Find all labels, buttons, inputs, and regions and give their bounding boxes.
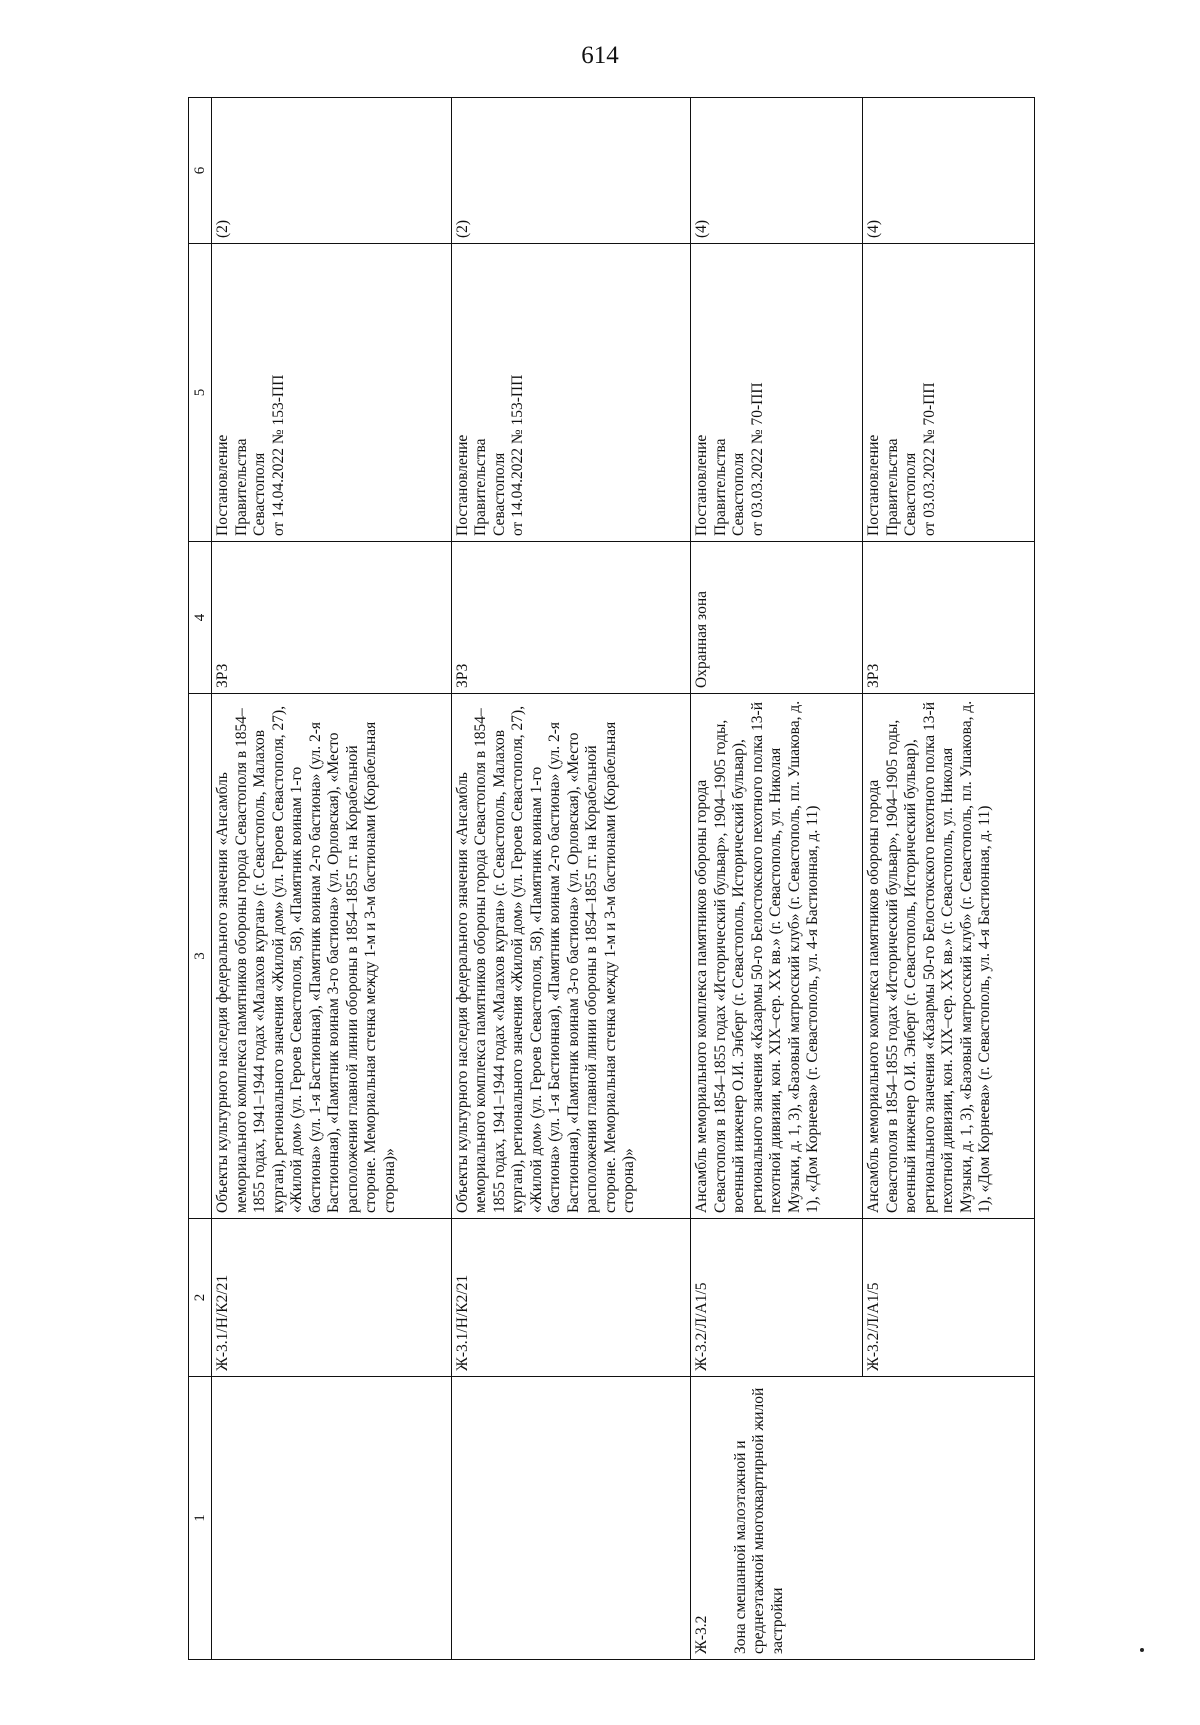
zone-cell xyxy=(691,1377,1035,1660)
table-row xyxy=(691,98,863,1660)
regulation-reference: Постановление Правительства Севастополя от 03.03.2022 № 70-ПП xyxy=(691,244,863,542)
table-row xyxy=(212,98,452,1660)
note-reference: (4) xyxy=(691,98,863,244)
heritage-object-description: Объекты культурного наследия федерального значения «Ансамбль мемориального комплекса памятников обороны города Севастополя в 1854–1855 годах, 1941–1944 годах «Малахов курган» (г. Севастополь, Малахов курган), регионального значения «Жилой дом» (ул. Героев Севастополя, 27), «Жилой дом» (ул. Героев Севастополя, 58), «Памятник воинам 1-го бастиона» (ул. 1-я Бастионная), «Памятник воинам 2-го бастиона» (ул. 2-я Бастионная), «Памятник воинам 3-го бастиона» (ул. Орловская), «Место расположения главной линии обороны в 1854–1855 гг. на Корабельной стороне. Мемориальная стенка между 1-м и 3-м бастионами (Корабельная сторона)» xyxy=(212,694,452,1219)
heritage-object-description: Ансамбль мемориального комплекса памятников обороны города Севастополя в 1854–1855 годах «Исторический бульвар», 1904–1905 годы, военный инженер О.И. Энберг (г. Севастополь, Исторический бульвар), регионального значения «Казармы 50-го Белостокского пехотного полка 13-й пехотной дивизии, кон. XIX–сер. XX вв.» (г. Севастополь, ул. Николая Музыки, д. 1, 3), «Базовый матросский клуб» (г. Севастополь, пл. Ушакова, д. 1), «Дом Корнеева» (г. Севастополь, ул. 4-я Бастионная, д. 11) xyxy=(863,694,1035,1219)
table-header-row xyxy=(189,98,212,1660)
table-row xyxy=(451,98,691,1660)
heritage-object-description: Ансамбль мемориального комплекса памятников обороны города Севастополя в 1854–1855 годах «Исторический бульвар», 1904–1905 годы, военный инженер О.И. Энберг (г. Севастополь, Исторический бульвар), регионального значения «Казармы 50-го Белостокского пехотного полка 13-й пехотной дивизии, кон. XIX–сер. XX вв.» (г. Севастополь, ул. Николая Музыки, д. 1, 3), «Базовый матросский клуб» (г. Севастополь, пл. Ушакова, д. 1), «Дом Корнеева» (г. Севастополь, ул. 4-я Бастионная, д. 11) xyxy=(691,694,863,1219)
column-header-2: 2 xyxy=(189,1219,212,1377)
subzone-code: Ж-3.1/Н/К2/21 xyxy=(451,1219,691,1377)
regulation-reference: Постановление Правительства Севастополя от 03.03.2022 № 70-ПП xyxy=(863,244,1035,542)
column-header-5: 5 xyxy=(189,244,212,542)
column-header-4: 4 xyxy=(189,542,212,694)
zone-cell xyxy=(451,1377,691,1660)
subzone-code: Ж-3.2/Л/А1/5 xyxy=(691,1219,863,1377)
subzone-code: Ж-3.1/Н/К2/21 xyxy=(212,1219,452,1377)
page-number: 614 xyxy=(581,42,619,69)
heritage-object-description: Объекты культурного наследия федерального значения «Ансамбль мемориального комплекса памятников обороны города Севастополя в 1854–1855 годах, 1941–1944 годах «Малахов курган» (г. Севастополь, Малахов курган), регионального значения «Жилой дом» (ул. Героев Севастополя, 27), «Жилой дом» (ул. Героев Севастополя, 58), «Памятник воинам 1-го бастиона» (ул. 1-я Бастионная), «Памятник воинам 2-го бастиона» (ул. 2-я Бастионная), «Памятник воинам 3-го бастиона» (ул. Орловская), «Место расположения главной линии обороны в 1854–1855 гг. на Корабельной стороне. Мемориальная стенка между 1-м и 3-м бастионами (Корабельная сторона)» xyxy=(451,694,691,1219)
heritage-zones-table xyxy=(188,97,1035,1660)
zone-code: Ж-3.2 xyxy=(693,1615,711,1654)
column-header-3: 3 xyxy=(189,694,212,1219)
column-header-1: 1 xyxy=(189,1377,212,1660)
zone-cell xyxy=(212,1377,452,1660)
note-reference: (2) xyxy=(451,98,691,244)
protection-zone-type: ЗРЗ xyxy=(451,542,691,694)
rotated-table-container xyxy=(188,98,1035,1660)
protection-zone-type: ЗРЗ xyxy=(863,542,1035,694)
note-reference: (2) xyxy=(212,98,452,244)
regulation-reference: Постановление Правительства Севастополя от 14.04.2022 № 153-ПП xyxy=(212,244,452,542)
zone-name: Зона смешанной малоэтажной и среднеэтажной многоквартирной жилой застройки xyxy=(731,1387,786,1654)
note-reference: (4) xyxy=(863,98,1035,244)
column-header-6: 6 xyxy=(189,98,212,244)
subzone-code: Ж-3.2/Л/А1/5 xyxy=(863,1219,1035,1377)
regulation-reference: Постановление Правительства Севастополя от 14.04.2022 № 153-ПП xyxy=(451,244,691,542)
protection-zone-type: Охранная зона xyxy=(691,542,863,694)
protection-zone-type: ЗРЗ xyxy=(212,542,452,694)
scan-speck xyxy=(1140,1648,1144,1652)
